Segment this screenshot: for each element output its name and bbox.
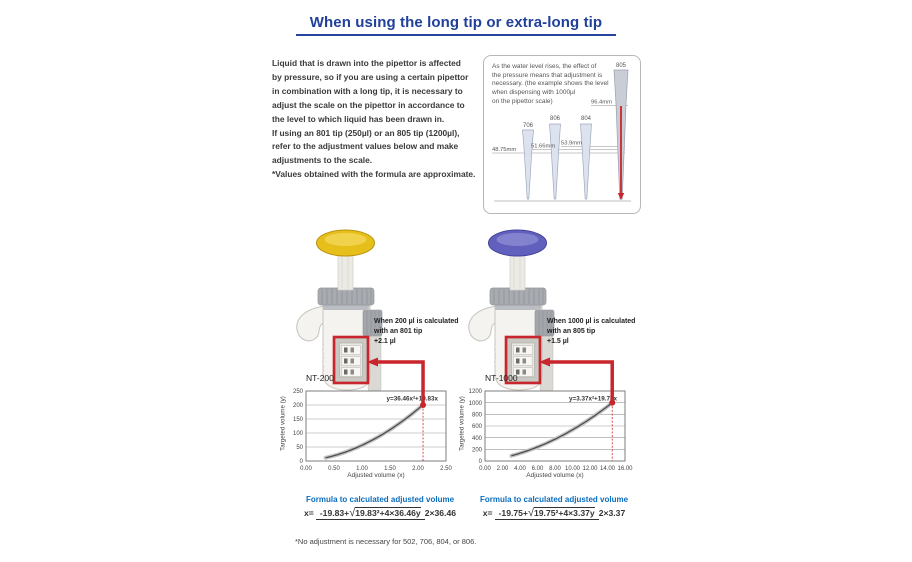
num-prefix: -19.83+ xyxy=(319,508,350,518)
callout-line: When 200 µl is calculated xyxy=(374,318,459,325)
water-level-box xyxy=(483,55,641,214)
pipettor-nt200-figure xyxy=(290,226,420,391)
num-prefix: -19.75+ xyxy=(498,508,528,518)
intro-text xyxy=(272,57,484,182)
intro-line: refer to the adjustment values below and make xyxy=(272,141,459,152)
x-tick-label: 2.00 xyxy=(496,466,509,472)
level-value-706: 48.75mm xyxy=(492,147,517,153)
formula-lhs: x= xyxy=(482,508,493,518)
marker-dot xyxy=(420,402,426,408)
y-tick-label: 100 xyxy=(292,431,303,438)
tips-level-diagram xyxy=(484,56,640,212)
level-value-806: 51.66mm xyxy=(531,143,556,150)
x-tick-label: 2.00 xyxy=(412,466,424,472)
intro-line: adjustments to the scale. xyxy=(272,155,373,166)
y-tick-label: 50 xyxy=(296,445,303,452)
y-tick-label: 200 xyxy=(471,447,482,454)
level-value-804: 53.9mm xyxy=(561,140,582,147)
depth-arrowhead-icon xyxy=(618,193,624,200)
chart-nt1000 xyxy=(455,374,633,486)
callout-line: with an 801 tip xyxy=(374,328,423,335)
intro-line: in combination with a long tip, it is necessary to xyxy=(272,85,463,96)
tip-label-706: 706 xyxy=(522,123,534,129)
formula-nt1000 xyxy=(470,495,638,519)
ribbed-collar xyxy=(318,288,374,305)
note-line: the pressure means that adjustment is xyxy=(492,71,603,79)
x-tick-label: 0.50 xyxy=(328,466,340,472)
y-tick-label: 800 xyxy=(471,412,482,419)
formula-numerator xyxy=(495,508,599,520)
y-tick-label: 0 xyxy=(478,459,482,466)
tip-label-804: 804 xyxy=(580,116,592,122)
x-tick-label: 0.00 xyxy=(479,466,491,472)
y-tick-label: 600 xyxy=(471,424,482,431)
y-tick-label: 200 xyxy=(292,403,303,410)
pipettor-hook-handle xyxy=(297,306,326,341)
chart-title: NT-200 xyxy=(306,373,334,383)
y-tick-label: 150 xyxy=(292,417,303,424)
callout-line: with an 805 tip xyxy=(547,328,596,335)
sqrt-sign: √ xyxy=(349,507,356,519)
chart-ylabel: Targeted volume (y) xyxy=(458,396,466,451)
x-tick-label: 1.00 xyxy=(356,466,368,472)
knob-highlight xyxy=(497,233,539,246)
chart-title: NT-1000 xyxy=(485,373,518,383)
chart-plot xyxy=(455,383,633,475)
intro-line: the level to which liquid has been drawn in. xyxy=(272,113,445,124)
x-tick-label: 1.50 xyxy=(384,466,396,472)
callout-line: +2.1 µl xyxy=(374,338,396,345)
y-tick-label: 1000 xyxy=(468,400,482,407)
curve-band xyxy=(511,403,612,456)
x-tick-label: 0.00 xyxy=(300,466,312,472)
formula-body xyxy=(296,507,464,519)
page-title-wrap xyxy=(0,14,912,36)
equation-label: y=36.46x²+19.83x xyxy=(386,395,438,403)
formula-numerator xyxy=(316,508,425,520)
formula-body xyxy=(470,507,638,519)
note-line: on the pipettor scale) xyxy=(492,97,553,105)
counter-digits xyxy=(514,346,533,377)
note-line: As the water level rises, the effect of xyxy=(492,63,597,70)
formula-lhs: x= xyxy=(303,508,314,518)
formula-nt200 xyxy=(296,495,464,519)
callout-nt1000 xyxy=(547,317,657,347)
chart-plot xyxy=(276,383,454,475)
x-tick-label: 12.00 xyxy=(582,466,598,472)
x-tick-label: 2.50 xyxy=(440,466,452,472)
tip-label-806: 806 xyxy=(549,116,561,122)
y-tick-label: 1200 xyxy=(468,389,482,396)
x-tick-label: 14.00 xyxy=(599,466,616,472)
curve-line xyxy=(326,405,423,458)
level-value-805: 96.4mm xyxy=(591,99,612,106)
callout-line: When 1000 µl is calculated xyxy=(547,318,636,325)
equation-label: y=3.37x²+19.75x xyxy=(569,395,617,403)
tip-706-shape xyxy=(523,130,534,199)
chart-xlabel: Adjusted volume (x) xyxy=(526,472,584,479)
formula-denominator: 2×36.46 xyxy=(424,508,457,518)
x-tick-label: 6.00 xyxy=(531,466,544,472)
ribbed-collar xyxy=(490,288,546,305)
knob-highlight xyxy=(325,233,367,246)
formula-heading: Formula to calculated adjusted volume xyxy=(305,495,455,504)
y-tick-label: 0 xyxy=(299,459,303,466)
x-tick-label: 8.00 xyxy=(549,466,561,472)
callout-line: +1.5 µl xyxy=(547,338,569,345)
intro-line: adjust the scale on the pipettor in accordance to xyxy=(272,99,465,110)
radicand: 19.83²+4×36.46y xyxy=(355,508,421,518)
footnote: *No adjustment is necessary for 502, 706, 804, or 806. xyxy=(295,537,477,546)
pipettor-nt1000-figure xyxy=(462,226,592,391)
tip-label-805: 805 xyxy=(615,63,627,69)
chart-xlabel: Adjusted volume (x) xyxy=(347,472,405,479)
note-line: when dispensing with 1000µl xyxy=(492,89,576,97)
sqrt-sign: √ xyxy=(527,507,534,519)
intro-line: by pressure, so if you are using a certain pipettor xyxy=(272,71,469,82)
x-tick-label: 10.00 xyxy=(564,466,581,472)
tip-804-shape xyxy=(581,124,592,199)
callout-nt200 xyxy=(374,317,484,347)
y-tick-label: 400 xyxy=(471,435,482,442)
page-title: When using the long tip or extra-long tip xyxy=(296,14,616,36)
intro-line: Liquid that is drawn into the pipettor is affected xyxy=(272,58,461,68)
radicand: 19.75²+4×3.37y xyxy=(534,508,595,518)
tip-806-shape xyxy=(550,124,561,199)
counter-digits xyxy=(342,346,361,377)
formula-denominator: 2×3.37 xyxy=(598,508,626,518)
curve-band xyxy=(326,405,423,458)
x-tick-label: 16.00 xyxy=(617,466,633,472)
x-tick-label: 4.00 xyxy=(514,466,526,472)
formula-heading: Formula to calculated adjusted volume xyxy=(479,495,629,504)
intro-line: If using an 801 tip (250µl) or an 805 tip (1200µl), xyxy=(272,127,460,138)
intro-line: *Values obtained with the formula are approximate. xyxy=(272,169,476,180)
chart-nt200 xyxy=(276,374,454,486)
curve-line xyxy=(511,403,612,456)
chart-ylabel: Targeted volume (y) xyxy=(279,396,287,451)
y-tick-label: 250 xyxy=(292,389,303,396)
note-line: necessary. (the example shows the level xyxy=(492,80,609,88)
